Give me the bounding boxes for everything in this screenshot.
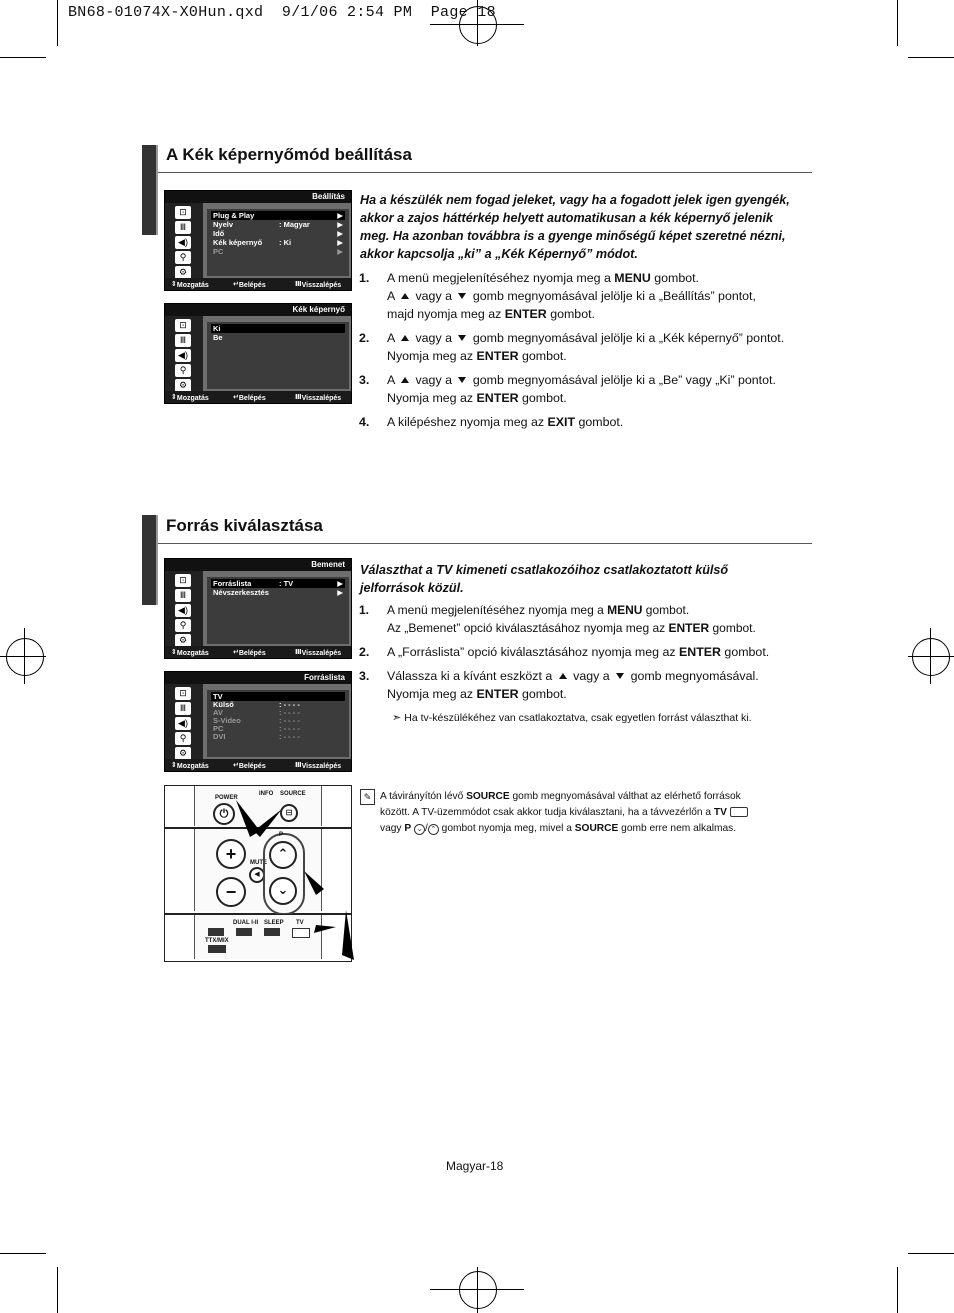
step-item: 1. A menü megjelenítéséhez nyomja meg a MENU gombot. Az „Bemenet” opció kiválasztásához nyomja meg az ENTER gombot. <box>359 603 756 635</box>
down-arrow-icon <box>458 335 466 341</box>
setup-gear-icon: ⚙ <box>175 266 191 279</box>
section-marker-shadow <box>156 145 158 235</box>
up-arrow-icon <box>401 335 409 341</box>
osd-blue-screen-menu: Kék képernyő ⊡ Ⅲ ◀) ⚲ ⚙ Ki Be ⇕ Mozgatás ↵ Belépés Ⅲ Visszalépés <box>164 303 352 404</box>
channel-down-small-icon: ⌄ <box>414 824 425 835</box>
input-icon: ⊡ <box>175 687 191 700</box>
source-button-icon: ⊟ <box>280 804 298 822</box>
section-title: Forrás kiválasztása <box>166 516 323 535</box>
channel-up-small-icon: ⌃ <box>428 824 439 835</box>
sound-icon: Ⅲ <box>175 702 191 715</box>
note-arrow-icon: ➣ <box>392 712 402 724</box>
setup-gear-icon: ⚙ <box>175 747 191 760</box>
section-rule <box>158 543 812 544</box>
section-rule <box>158 172 812 173</box>
channel-icon: ⚲ <box>175 619 191 632</box>
page-number: Magyar-18 <box>446 1159 504 1173</box>
crop-mark <box>57 0 58 46</box>
section-intro: Ha a készülék nem fogad jeleket, vagy ha a fogadott jelek igen gyengék, akkor a zajos háttérkép helyett automatikusan a kék képernyő jelenik meg. Ha azonban továbbra is a gyenge minőségű képet szeretné nézni, akkor kapcsolja „ki” a „Kék Képernyő” módot. <box>360 193 790 261</box>
step-item: 4. A kilépéshez nyomja meg az EXIT gombot. <box>359 415 624 429</box>
channel-icon: ⚲ <box>175 732 191 745</box>
step-item: 1. A menü megjelenítéséhez nyomja meg a MENU gombot. A vagy a gomb megnyomásával jelölje ki a „Beállítás” pontot, majd nyomja meg az ENTER gombot. <box>359 271 756 321</box>
crop-mark <box>0 1253 46 1254</box>
crop-mark <box>908 1253 954 1254</box>
mute-icon: ◀ <box>249 867 265 883</box>
speaker-icon: ◀) <box>175 604 191 617</box>
crop-mark <box>0 57 46 58</box>
volume-up-icon: + <box>216 839 246 869</box>
speaker-icon: ◀) <box>175 717 191 730</box>
crop-mark <box>897 0 898 46</box>
section-marker-shadow <box>156 515 158 605</box>
sound-icon: Ⅲ <box>175 589 191 602</box>
step-list <box>359 269 819 437</box>
sound-icon: Ⅲ <box>175 334 191 347</box>
step-item: 3. Válassza ki a kívánt eszközt a vagy a gomb megnyomásával. Nyomja meg az ENTER gombot. <box>359 669 759 701</box>
crop-mark <box>908 57 954 58</box>
channel-icon: ⚲ <box>175 251 191 264</box>
down-arrow-icon <box>458 377 466 383</box>
speaker-icon: ◀) <box>175 236 191 249</box>
down-arrow-icon <box>616 673 624 679</box>
note: ➣ Ha tv-készülékéhez van csatlakoztatva, csak egyetlen forrást választhat ki. <box>392 712 752 724</box>
section-marker <box>142 145 156 235</box>
memo-text: A távirányítón lévő SOURCE gomb megnyomásával válthat az elérhető források között. A TV-üzemmódot csak akkor tudja kiválasztani, ha a távvezérlőn a TV vagy P ⌄ / ⌃ gombot nyomja meg, mivel a SOURCE gomb erre nem alkalmas. <box>380 789 800 837</box>
picture-icon: ⊡ <box>175 206 191 219</box>
up-arrow-icon <box>559 673 567 679</box>
section-title: A Kék képernyőmód beállítása <box>166 145 412 164</box>
speaker-icon: ◀) <box>175 349 191 362</box>
input-icon: ⊡ <box>175 574 191 587</box>
memo-icon: ✎ <box>360 789 375 805</box>
osd-input-menu: Bemenet ⊡ Ⅲ ◀) ⚲ ⚙ Forráslista : TV ▶ Névszerkesztés ▶ ⇕ Mozgatás ↵ Belépés Ⅲ Visszalépés <box>164 558 352 659</box>
sound-icon: Ⅲ <box>175 221 191 234</box>
section-marker <box>142 515 156 605</box>
step-list <box>359 601 819 709</box>
step-item: 2. A vagy a gomb megnyomásával jelölje ki a „Kék képernyő” pontot. Nyomja meg az ENTER gombot. <box>359 331 785 363</box>
print-slug: BN68-01074X-X0Hun.qxd 9/1/06 2:54 PM Page 18 <box>68 4 496 21</box>
osd-setup-menu: Beállítás ⊡ Ⅲ ◀) ⚲ ⚙ Plug & Play ▶ Nyelv : Magyar ▶ Idő ▶ Kék képernyő : Ki ▶ PC ▶ ⇕ Mozgatás ↵ Belépés Ⅲ Visszalépés <box>164 190 352 291</box>
volume-down-icon: − <box>216 877 246 907</box>
up-arrow-icon <box>401 377 409 383</box>
channel-down-icon: ⌄ <box>269 877 297 905</box>
section-intro: Választhat a TV kimeneti csatlakozóihoz csatlakoztatott külső jelforrások közül. <box>360 563 729 595</box>
setup-gear-icon: ⚙ <box>175 634 191 647</box>
channel-icon: ⚲ <box>175 364 191 377</box>
down-arrow-icon <box>458 293 466 299</box>
crop-mark <box>57 1267 58 1313</box>
step-item: 2. A „Forráslista” opció kiválasztásához nyomja meg az ENTER gombot. <box>359 645 770 659</box>
setup-gear-icon: ⚙ <box>175 379 191 392</box>
channel-up-icon: ⌃ <box>269 841 297 869</box>
crop-mark <box>897 1267 898 1313</box>
picture-icon: ⊡ <box>175 319 191 332</box>
osd-title: Beállítás <box>312 192 345 201</box>
step-item: 3. A vagy a gomb megnyomásával jelölje ki a „Be” vagy „Ki” pontot. Nyomja meg az ENTER gombot. <box>359 373 776 405</box>
up-arrow-icon <box>401 293 409 299</box>
tv-button-icon <box>730 807 748 817</box>
power-button-icon: ⏻ <box>213 803 235 825</box>
osd-source-list-menu: Forráslista ⊡ Ⅲ ◀) ⚲ ⚙ TV Külső : - - - - AV : - - - - S-Video : - - - - PC : - - - - DVI : - - - - ⇕ Mozgatás ↵ Belépés Ⅲ Visszalépés <box>164 671 352 772</box>
